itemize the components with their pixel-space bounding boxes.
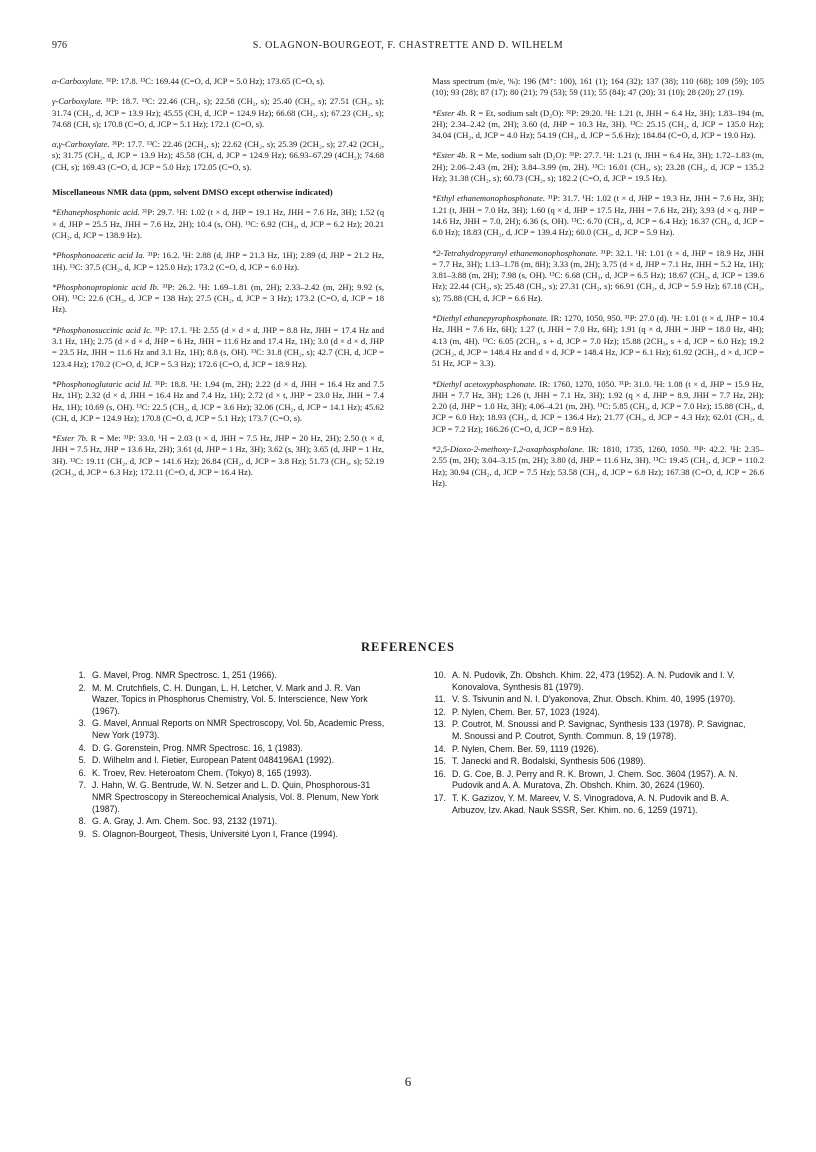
reference-text: G. A. Gray, J. Am. Chem. Soc. 93, 2132 (1971).: [92, 816, 278, 827]
reference-number: 14.: [433, 743, 446, 754]
compound-name: *Ester 4b.: [432, 107, 468, 118]
reference-number: 13.: [433, 719, 446, 730]
reference-text: P. Coutrot, M. Snoussi and P. Savignac, Synthesis 133 (1978). P. Savignac, M. Snoussi and P. Coutrot, Synth. Commun. 8, 19 (1978).: [452, 719, 746, 741]
reference-text: T. K. Gazizov, Y. M. Mareev, V. S. Vinogradova, A. N. Pudovik and B. A. Arbuzov, Izv. Akad. Nauk SSSR, Ser. Khim. no. 6, 1259 (1971).: [452, 792, 730, 815]
nmr-data: ³¹P: 16.2. ¹H: 2.88 (d, JHP = 21.3 Hz, 1H); 2.89 (d, JHP = 21.2 Hz, 1H). ¹³C: 37.5 (CH₂, d, JCP = 125.0 Hz); 173.2 (C=O, d, JCP = 6.0 Hz).: [52, 250, 384, 272]
reference-item: [430, 793, 748, 816]
reference-text: D. Wilhelm and I. Fietier, European Patent 0484196A1 (1992).: [92, 755, 335, 766]
reference-item: [70, 829, 388, 841]
compound-name: *Phosphonoglutaric acid Id.: [52, 378, 153, 389]
nmr-data: R = Et, sodium salt (D₂O): ³¹P: 29.20. ¹H: 1.21 (t, JHH = 6.4 Hz, 3H); 1.83–194 (m, 2H); 2.34–2.42 (m, 2H); 3.60 (d, JHP = 10.3 Hz, 3H). ¹³C: 25.15 (CH₂, d, JCP = 135.0 Hz); 34.04 (CH₂, d, JCP = 4.0 Hz); 54.19 (CH₃, d, JCP = 5.6 Hz); 184.84 (C=O, d, JCP = 19.0 Hz).: [432, 107, 765, 141]
reference-text: K. Troev, Rev. Heteroatom Chem. (Tokyo) 8, 165 (1993).: [92, 767, 312, 778]
reference-number: 7.: [78, 780, 86, 791]
nmr-entry: [52, 282, 384, 316]
nmr-data: ³¹P: 26.2. ¹H: 1.69–1.81 (m, 2H); 2.33–2.42 (m, 2H); 9.92 (s, OH). ¹³C: 22.6 (CH₂, d, JCP = 138 Hz); 27.5 (CH₂, d, JCP = 3 Hz); 173.2 (C=O, d, JCP = 18 Hz).: [52, 281, 385, 315]
nmr-data: ³¹P: 18.7. ¹³C: 22.46 (CH₂, s); 22.58 (CH₂, s); 25.40 (CH₂, s); 27.51 (CH₂, s); 31.74 (CH₂, d, JCP = 13.9 Hz); 45.55 (CH, d, JCP = 124.9 Hz); 66.68 (CH₂, s); 67.23 (CH₂, s); 74.68 (CH, s); 170.8 (C=O, d, JCP = 5.1 Hz); 172.1 (C=O, s).: [52, 96, 384, 129]
nmr-data: IR: 1810, 1735, 1260, 1050. ³¹P: 42.2. ¹H: 2.35–2.55 (m, 2H); 3.04–3.15 (m, 2H); 3.80 (d, JHP = 11.6 Hz, 3H). ¹³C: 19.45 (CH₂, d, JCP = 110.2 Hz); 30.94 (CH₂, d, JCP = 7.5 Hz); 53.58 (CH₃, d, JCP = 6.8 Hz); 167.38 (C=O, d, JCP = 26.6 Hz).: [432, 444, 764, 488]
reference-text: D. G. Gorenstein, Prog. NMR Spectrosc. 16, 1 (1983).: [92, 742, 303, 753]
mass-spectrum-entry: [432, 76, 764, 99]
nmr-entry: [432, 313, 764, 369]
reference-number: 1.: [78, 670, 86, 680]
reference-number: 3.: [78, 718, 86, 729]
nmr-entry: [52, 433, 384, 478]
page-number: 976: [52, 40, 67, 51]
reference-number: 5.: [78, 755, 86, 766]
reference-item: [70, 780, 388, 815]
reference-item: [70, 670, 388, 682]
left-column: [52, 76, 384, 487]
reference-item: [430, 769, 748, 792]
reference-number: 9.: [78, 828, 86, 839]
references-list-right: [430, 670, 748, 817]
compound-name: *Phosphonopropionic acid Ib.: [52, 281, 159, 292]
reference-number: 15.: [433, 756, 446, 767]
reference-text: J. Hahn, W. G. Bentrude, W. N. Setzer and L. D. Quin, Phosphorous-31 NMR Spectroscopy in Stereochemical Analysis, Vol. 8. Plenum, New York (1987).: [92, 780, 379, 814]
nmr-data: ³¹P: 29.7. ¹H: 1.02 (t × d, JHP = 19.1 Hz, JHH = 7.6 Hz, 3H); 1.52 (q × d, JHP = 25.5 Hz, JHH = 7.6 Hz, 2H); 10.4 (s, OH). ¹³C: 6.92 (CH₃, d, JCP = 6.2 Hz); 20.21 (CH₂, d, JCP = 138.9 Hz).: [52, 207, 384, 240]
nmr-entry: [432, 444, 764, 489]
compound-name: α-Carboxylate.: [52, 76, 105, 86]
reference-text: G. Mavel, Prog. NMR Spectrosc. 1, 251 (1966).: [92, 670, 277, 680]
compound-name: *2,5-Dioxo-2-methoxy-1,2-oxaphospholane.: [432, 444, 585, 455]
nmr-entry: [52, 207, 384, 241]
nmr-entry: [432, 108, 764, 142]
nmr-entry: [52, 76, 384, 87]
nmr-entry: [52, 379, 384, 424]
reference-text: P. Nylen, Chem. Ber. 57, 1023 (1924).: [452, 706, 601, 717]
nmr-data: IR: 1270, 1050, 950. ³¹P: 27.0 (d). ¹H: 1.01 (t × d, JHP = 10.4 Hz, JHH = 7.6 Hz, 6H); 1.27 (t, JHH = 7.0 Hz, 6H); 1.91 (q × d, JHH = JHP = 18.0 Hz, 4H); 4.13 (m, 4H). ¹³C: 6.05 (2CH₃, s + d, JCP = 7.0 Hz); 15.88 (2CH₃, s + d, JCP = 6.0 Hz); 19.2 (2CH₂, d, JCP = 148.4 Hz and d × d, JCP = 148.4 Hz, JCP = 6.1 Hz); 61.92 (2CH₂, d × d, JCP = 51 Hz, JCP = 3.3).: [432, 313, 764, 369]
references-list-left: [70, 670, 388, 841]
compound-name: *Ethyl ethanemonophosphonate.: [432, 193, 546, 204]
nmr-data: ³¹P: 17.7. ¹³C: 22.46 (2CH₂, s); 22.62 (CH₂, s); 25.39 (2CH₂, s); 27.42 (2CH₂, s); 31.75 (CH₂, d, JCP = 13.9 Hz); 45.58 (CH, d, JCP = 124.9 Hz); 66.93–67.29 (4CH₂); 74.68 (CH, s); 169.43 (C=O, d, JCP = 5.0 Hz); 172.05 (C=O, s).: [52, 139, 384, 172]
reference-text: S. Olagnon-Bourgeot, Thesis, Université Lyon I, France (1994).: [92, 828, 338, 839]
nmr-entry: [52, 250, 384, 273]
page-header: [52, 40, 764, 60]
compound-name: α,γ-Carboxylate.: [52, 139, 110, 150]
nmr-entry: [432, 379, 764, 435]
reference-text: D. G. Coe, B. J. Perry and R. K. Brown, J. Chem. Soc. 3604 (1957). A. N. Pudovik and A. A. Muratova, Zh. Obshch. Khim. 30, 2624 (1960).: [452, 768, 738, 791]
reference-item: [430, 707, 748, 719]
reference-number: 4.: [78, 742, 86, 753]
nmr-entry: [52, 96, 384, 130]
references-heading: REFERENCES: [360, 640, 456, 654]
reference-number: 11.: [434, 694, 446, 705]
compound-name: γ-Carboxylate.: [52, 96, 103, 107]
compound-name: *Diethyl ethanepyrophosphonate.: [432, 313, 549, 324]
nmr-data: ³¹P: 32.1. ¹H: 1.01 (t × d, JHP = 18.9 Hz, JHH = 7.7 Hz, 3H); 1.13–1.78 (m, 8H); 3.33 (m, 2H); 3.75 (d × d, JHP = 7.1 Hz, JHH = 5.2 Hz, 1H); 3.81–3.88 (m, 2H); 7.98 (s, OH). ¹³C: 6.68 (CH₃, d, JCP = 6.5 Hz); 18.67 (CH₂, d, JCP = 139.6 Hz); 22.44 (CH₂, s); 25.48 (CH₂, s); 27.31 (CH₂, s); 66.91 (CH₂, d, JCP = 5.9 Hz); 67.18 (CH₂, s); 75.88 (CH, d, JCP = 6.6 Hz).: [432, 247, 764, 303]
reference-text: V. S. Tsivunin and N. I. D'yakonova, Zhur. Obsch. Khim. 40, 1995 (1970).: [452, 694, 736, 705]
section-heading: Miscellaneous NMR data (ppm, solvent DMSO except otherwise indicated): [52, 187, 333, 198]
right-column: [432, 76, 764, 498]
reference-item: [430, 719, 748, 742]
nmr-data: Mass spectrum (m/e, %): 196 (M⁺: 100), 161 (1); 164 (32); 137 (38); 110 (68); 109 (59); 105 (10); 93 (28); 87 (17); 80 (21); 79 (53); 59 (11); 55 (84); 47 (20); 31 (10); 28 (20); 27 (19).: [432, 76, 764, 98]
compound-name: *Ester 7b.: [52, 433, 88, 444]
nmr-data: ³¹P: 18.8. ¹H: 1.94 (m, 2H); 2.22 (d × d, JHH = 16.4 Hz and 7.5 Hz, 1H); 2.32 (d × d, JHH = 16.4 Hz and 7.4 Hz, 1H); 2.72 (d × t, JHP = 23.0 Hz, JHH = 7.4 Hz, 1H); 10.69 (s, OH). ¹³C: 22.5 (CH₂, d, JCP = 3.6 Hz); 32.06 (CH₂, d, JCP = 14.1 Hz); 45.62 (CH, d, JCP = 124.9 Hz); 170.8 (C=O, d, JCP = 5.1 Hz); 173.7 (C=O, s).: [52, 378, 384, 423]
reference-text: T. Janecki and R. Bodalski, Synthesis 506 (1989).: [452, 756, 646, 767]
reference-item: [70, 718, 388, 741]
compound-name: *Ethanephosphonic acid.: [52, 207, 140, 218]
reference-item: [70, 816, 388, 828]
reference-item: [70, 683, 388, 718]
reference-number: 12.: [433, 706, 446, 717]
nmr-data: IR: 1760, 1270, 1050. ³¹P: 31.0. ¹H: 1.08 (t × d, JHP = 15.9 Hz, JHH = 7.7 Hz, 3H); 1.26 (t, JHH = 7.1 Hz, 3H); 1.92 (q × d, JHP = 8.9, JHH = 7.7 Hz, 2H); 2.20 (d, JHP = 1.0 Hz, 3H); 4.06–4.21 (m, 2H). ¹³C: 5.85 (CH₃, d, JCP = 7.0 Hz); 15.88 (CH₃, d, JCP = 6.0 Hz); 18.93 (CH₂, d, JCP = 136.4 Hz); 21.77 (CH₃, d, JCP = 4.3 Hz); 62.01 (CH₂, d, JCP = 7.2 Hz); 166.26 (C=O, d, JCP = 8.9 Hz).: [432, 378, 764, 434]
running-head: S. OLAGNON-BOURGEOT, F. CHASTRETTE AND D. WILHELM: [252, 40, 564, 51]
nmr-data: R = Me, sodium salt (D₂O): ³¹P: 27.7. ¹H: 1.21 (t, JHH = 6.4 Hz, 3H); 1.72–1.83 (m, 2H); 2.06–2.43 (m, 2H); 3.84–3.99 (m, 2H). ¹³C: 16.01 (CH₃, s); 23.28 (CH₂, d, JCP = 135.2 Hz); 31.38 (CH₂, s); 60.73 (CH₂, s); 182.2 (C=O, d, JCP = 19.5 Hz).: [432, 150, 764, 184]
reference-number: 16.: [433, 768, 446, 779]
reference-item: [430, 756, 748, 768]
reference-number: 2.: [78, 682, 86, 693]
reference-item: [70, 743, 388, 755]
compound-name: *Ester 4b.: [432, 150, 468, 161]
compound-name: *Diethyl acetoxyphosphonate.: [432, 378, 537, 389]
reference-text: M. M. Crutchfiels, C. H. Dungan, L. H. Letcher, V. Mark and J. R. Van Wazer, Topics in Phosphorus Chemistry, Vol. 5. Interscience, New York (1967).: [92, 682, 368, 716]
nmr-data: ³¹P: 17.1. ¹H: 2.55 (d × d × d, JHP = 8.8 Hz, JHH = 17.4 Hz and 3.1 Hz, 1H); 2.75 (d × d × d, JHP = 6 Hz, JHH = 11.6 Hz and 17.4 Hz, 1H); 3.0 (d × d × d, JHP = 23.5 Hz, JHH = 11.6 Hz and 3.1 Hz, 1H); 8.8 (s, OH). ¹³C: 31.8 (CH₂, s); 42.7 (CH, d, JCP = 123.4 Hz); 170.2 (C=O, d, JCP = 5.3 Hz); 172.6 (C=O, d, JCP = 18.9 Hz).: [52, 324, 384, 369]
compound-name: *Phosphonoacetic acid Ia.: [52, 250, 145, 261]
reference-item: [430, 744, 748, 756]
compound-name: *2-Tetrahydropyranyl ethanemonophosphonate.: [432, 247, 599, 258]
reference-text: A. N. Pudovik, Zh. Obshch. Khim. 22, 473 (1952). A. N. Pudovik and I. V. Konovalova, Synthesis 81 (1979).: [452, 670, 735, 692]
reference-item: [70, 755, 388, 767]
nmr-data: ³¹P: 17.8. ¹³C: 169.44 (C=O, d, JCP = 5.0 Hz); 173.65 (C=O, s).: [104, 76, 325, 86]
reference-number: 17.: [433, 792, 446, 803]
nmr-entry: [432, 193, 764, 238]
reference-item: [430, 670, 748, 693]
reference-text: G. Mavel, Annual Reports on NMR Spectroscopy, Vol. 5b, Academic Press, New York (1973).: [92, 718, 385, 740]
sheet-number: 6: [404, 1074, 412, 1089]
reference-item: [430, 694, 748, 706]
reference-item: [70, 768, 388, 780]
nmr-entry: [432, 150, 764, 184]
reference-number: 6.: [78, 767, 86, 778]
reference-number: 10.: [433, 670, 446, 680]
reference-number: 8.: [78, 816, 86, 827]
compound-name: *Phosphonosuccinic acid Ic.: [52, 324, 153, 335]
nmr-data: ³¹P: 31.7. ¹H: 1.02 (t × d, JHP = 19.3 Hz, JHH = 7.6 Hz, 3H); 1.21 (t, JHH = 7.0 Hz, 3H); 1.60 (q × d, JHP = 17.5 Hz, JHH = 7.6 Hz, 2H); 3.93 (d × q, JHP = 14.6 Hz, JHH = 7.0, 2H); 6.36 (s, OH). ¹³C: 6.70 (CH₃, d, JCP = 6.4 Hz); 16.37 (CH₃, d, JCP = 6.0 Hz); 18.83 (CH₂, d, JCP = 139.4 Hz); 60.0 (CH₂, d, JCP = 5.9 Hz).: [432, 193, 764, 238]
nmr-entry: [52, 325, 384, 370]
nmr-entry: [432, 248, 764, 304]
reference-text: P. Nylen, Chem. Ber. 59, 1119 (1926).: [452, 743, 599, 754]
nmr-data: R = Me: ³¹P: 33.0. ¹H = 2.03 (t × d, JHH = 7.5 Hz, JHP = 20 Hz, 2H); 2.50 (t × d, JHH = 7.5 Hz, JHP = 13.6 Hz, 2H); 3.61 (d, JHP = 1 Hz, 3H); 3.62 (s, 3H); 3.65 (d, JHP = 1 Hz, 3H). ¹³C: 19.11 (CH₂, d, JCP = 141.6 Hz); 26.84 (CH₂, d, JCP = 3.8 Hz); 51.73 (CH₃, s); 52.19 (2CH₃, d, JCP = 6.3 Hz); 172.11 (C=O, d, JCP = 16.4 Hz).: [52, 433, 385, 478]
nmr-entry: [52, 139, 384, 173]
